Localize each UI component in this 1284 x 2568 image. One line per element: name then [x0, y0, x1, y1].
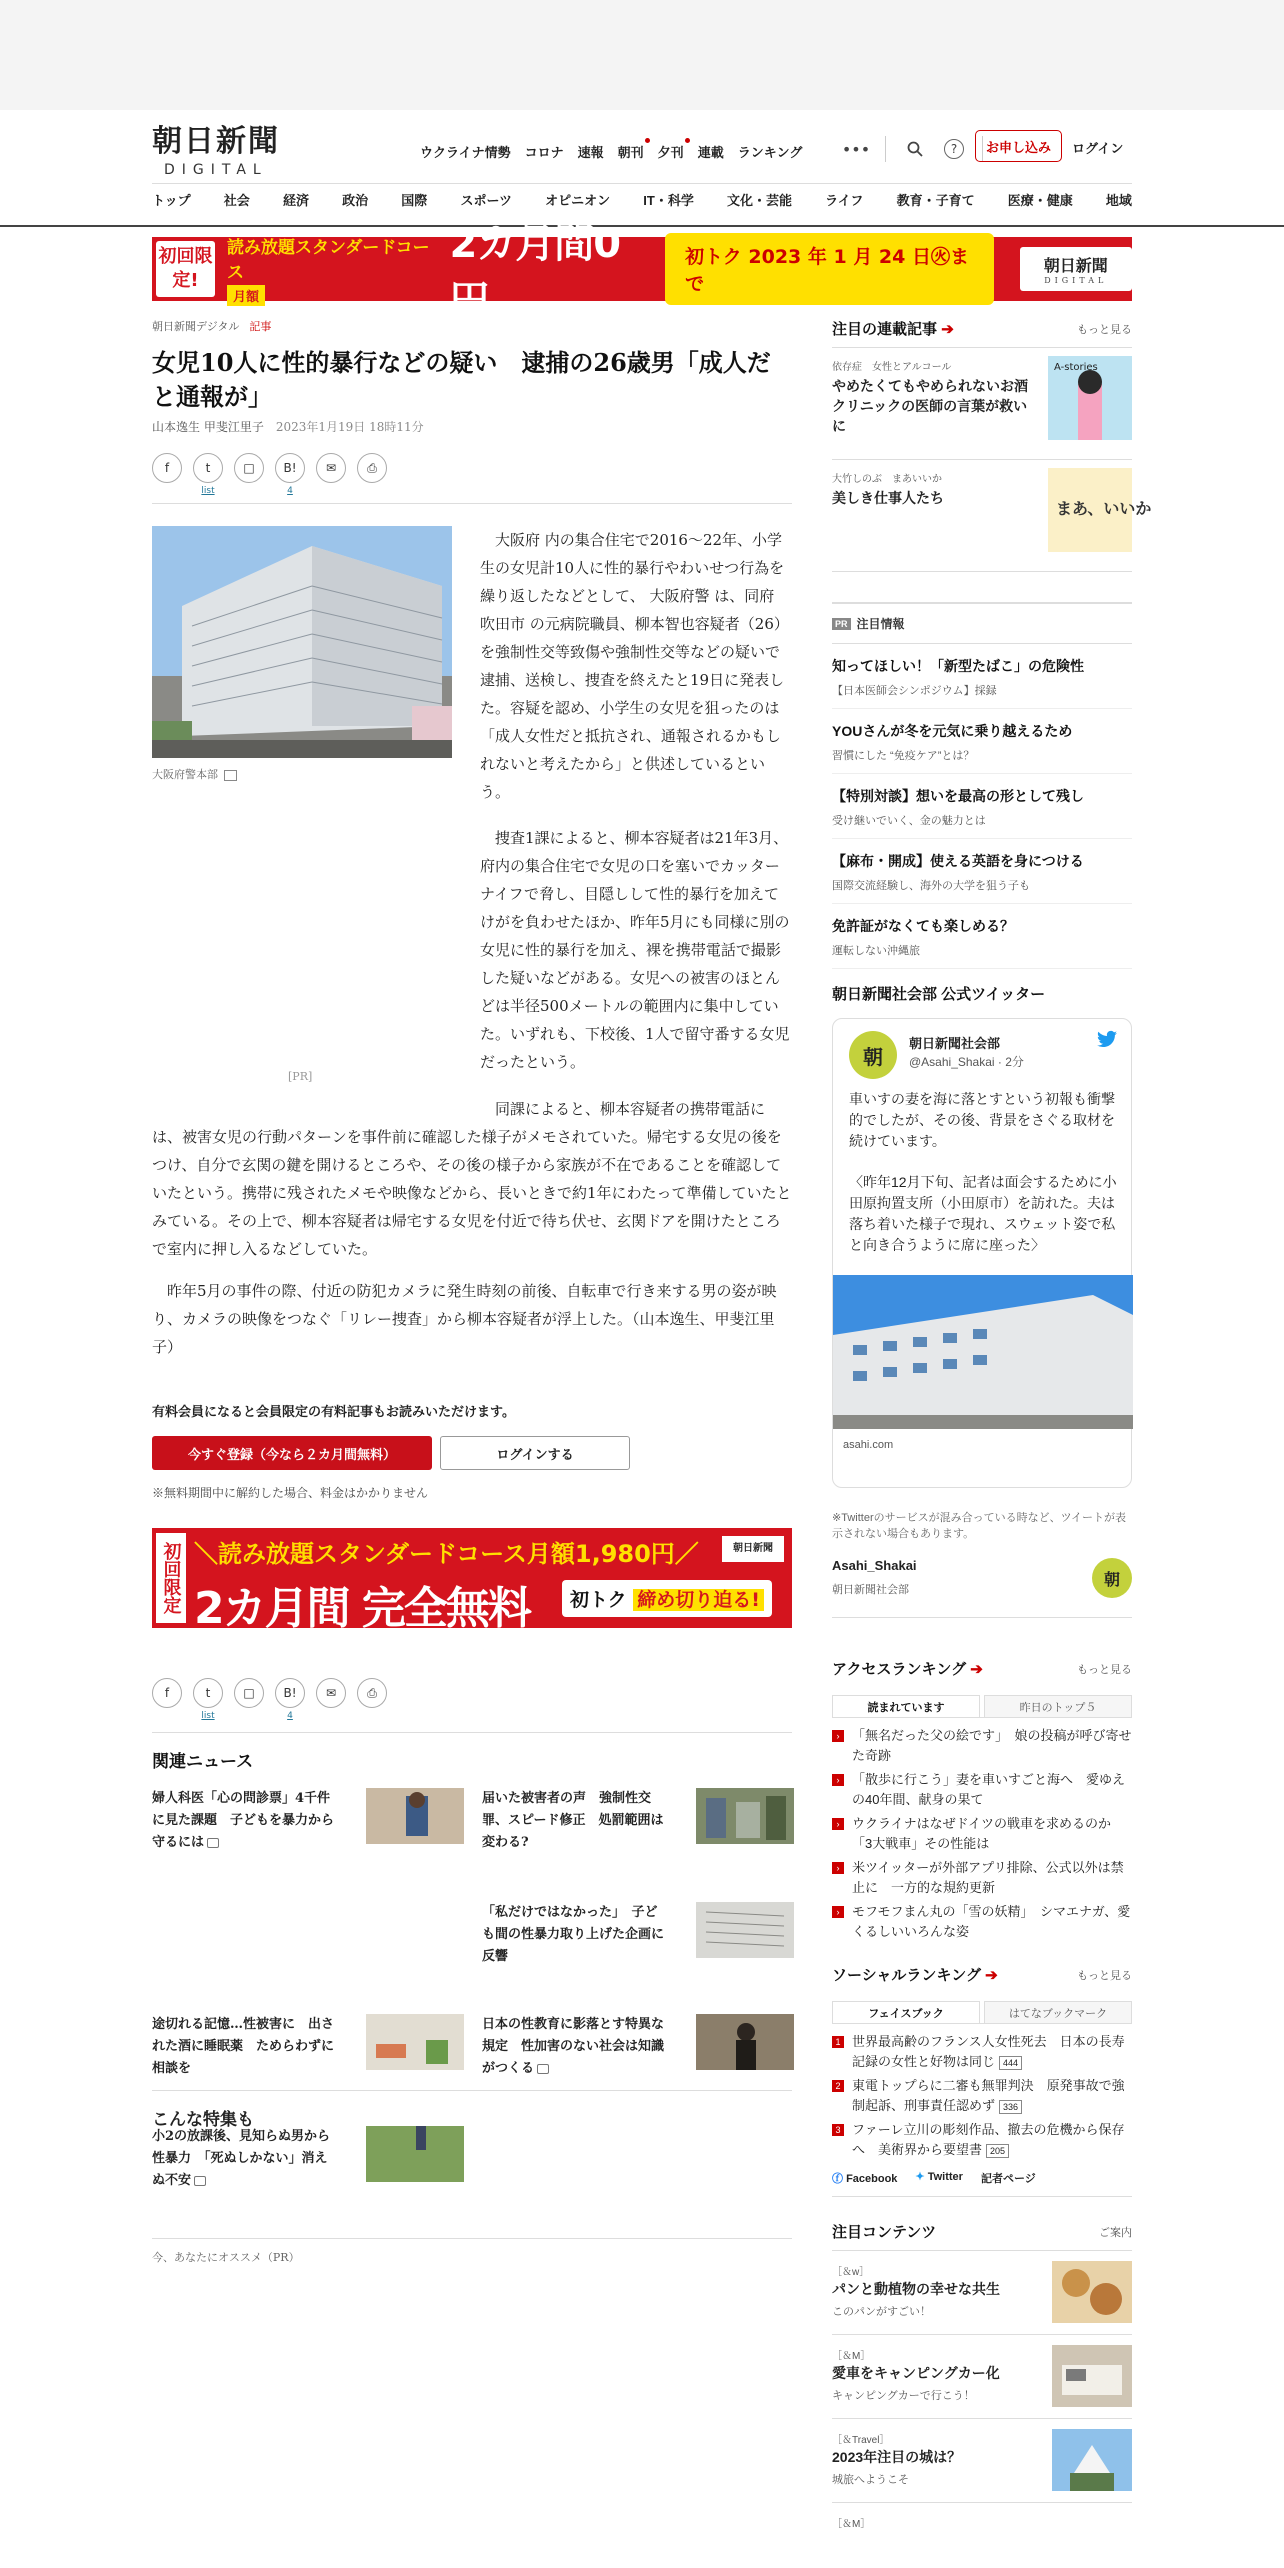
banner-price: 1,980円 [288, 994, 380, 1019]
bookmark-icon[interactable]: □ [234, 1678, 264, 1708]
cat-life[interactable]: ライフ [825, 193, 864, 208]
register-button[interactable]: 今すぐ登録（今なら２カ月間無料） [152, 1436, 432, 1470]
related-item[interactable]: 届いた被害者の声 強制性交罪、スピード修正 処罰範囲は変わる? [482, 1788, 796, 1878]
breadcrumb-article[interactable]: 記事 [249, 321, 272, 333]
banner2-brand: 朝日新聞 [722, 1536, 784, 1562]
paywall-note: ※無料期間中に解約した場合、料金はかかりません [152, 1486, 429, 1500]
avatar: 朝 [1092, 1558, 1132, 1598]
hatena-count: 4 [287, 486, 293, 496]
related-item[interactable]: 日本の性教育に影落とす特異な規定 性加害のない社会は知識がつくる [482, 2014, 796, 2104]
related-thumb [696, 1788, 794, 1844]
serial-title: 美しき仕事人たち [832, 490, 944, 506]
breadcrumb [152, 318, 792, 334]
banner-deadline: 初トク 2023 年 1 月 24 日㊋まで [665, 233, 993, 305]
top-nav [420, 142, 802, 161]
recommend-pr-label: 今、あなたにオススメ（PR） [152, 2238, 792, 2265]
tab-most-read[interactable]: 読まれています [832, 1695, 980, 1717]
tweet-handle: @Asahi_Shakai · 2分 [909, 1055, 1024, 1069]
pr-label: [PR] [288, 1070, 313, 1083]
logo[interactable] [152, 124, 282, 178]
cat-economy[interactable]: 経済 [282, 193, 309, 208]
header-icons [841, 136, 983, 162]
print-icon[interactable]: ⎙ [357, 1678, 387, 1708]
gallery-icon[interactable] [224, 770, 237, 781]
ellipsis-icon[interactable]: ••• [841, 139, 871, 159]
serial-thumb [1048, 468, 1152, 552]
divider [152, 503, 792, 504]
breadcrumb-home[interactable]: 朝日新聞デジタル [152, 321, 240, 333]
tweet-text-1: 車いすの妻を海に落とすという初報も衝撃的でしたが、その後、背景をさぐる取材を続けています。 [849, 1091, 1115, 1149]
pr-item[interactable]: 【麻布・開成】使える英語を身につける 国際交流経験し、海外の大学を狙う子も [832, 839, 1132, 904]
content-item[interactable]: ［＆w］ パンと動植物の幸せな共生 このパンがすごい！ [832, 2251, 1132, 2335]
svg-text:まあ、いいか: まあ、いいか [1056, 499, 1152, 518]
related-thumb [366, 2126, 464, 2182]
topnav-evening[interactable]: 夕刊 [658, 142, 684, 161]
banner2-tag [562, 1580, 772, 1617]
twitter-icon[interactable]: t list [193, 1678, 223, 1708]
logo-sub: DIGITAL [164, 162, 268, 178]
hatena-icon[interactable]: B! 4 [275, 1678, 305, 1708]
contents-header [832, 2221, 1132, 2251]
logo-main: 朝日新聞 [152, 124, 280, 159]
hatena-count: 4 [287, 1711, 293, 1721]
banner-brand [1020, 247, 1132, 291]
byline [152, 418, 792, 435]
authors: 山本逸生 甲斐江里子 [152, 420, 264, 434]
subscription-banner-mid[interactable] [152, 1528, 792, 1634]
tweet-text-2: 〈昨年12月下旬、記者は面会するために小田原拘置支所（小田原市）を訪れた。夫は落ち着いた様子で現れ、スウェット姿で私と向き合うように席に座った〉 [849, 1174, 1117, 1253]
paragraph-4: 昨年5月の事件の際、付近の防犯カメラに発生時刻の前後、自転車で行き来する男の姿が映り、カメラの映像をつなぐ「リレー捜査」から柳本容疑者が浮上した。（山本逸生、甲斐江里子） [152, 1282, 777, 1356]
banner2-course: ＼読み放題スタンダードコース月額1,980円／ [194, 1540, 699, 1568]
mail-icon[interactable]: ✉ [316, 453, 346, 483]
cat-education[interactable]: 教育・子育て [896, 193, 975, 208]
tweet-author[interactable]: 朝日新聞社会部 [909, 1036, 1001, 1051]
pr-item[interactable]: 【特別対談】想いを最高の形として残し 受け継いでいく、金の魅力とは [832, 774, 1132, 839]
cat-international[interactable]: 国際 [401, 193, 428, 208]
topnav-serial[interactable]: 連載 [697, 145, 724, 160]
twitter-heading: 朝日新聞社会部 公式ツイッター [832, 986, 1046, 1003]
cat-top[interactable]: トップ [152, 193, 191, 208]
paragraph-3: 同課によると、柳本容疑者の携帯電話には、被害女児の行動パターンを事件前に確認した様子がメモされていた。帰宅する女児の後をつけ、自分で玄関の鍵を開けるところや、その後の様子から家族が不在であることを確認していたという。携帯に残されたメモや映像などから、長いときで約1年にわたって準備していたとみている。その上で、柳本容疑者は帰宅する女児を付近で待ち伏せ、玄関ドアを開けたところで室内に押し入るなどしていた。 [152, 1100, 792, 1258]
tweet-embed[interactable] [832, 1018, 1132, 1488]
access-ranking-heading[interactable]: アクセスランキング [832, 1661, 967, 1678]
twitter-link[interactable]: ✦ Twitter [915, 2171, 963, 2183]
facebook-icon[interactable]: f [152, 1678, 182, 1708]
access-more-link[interactable]: もっと見る [1077, 1663, 1132, 1676]
twitter-bird-icon: ✦ [915, 2171, 925, 2183]
content-item[interactable]: ［＆M］ [832, 2519, 871, 2530]
content-thumb [1052, 2345, 1132, 2407]
pr-item[interactable]: YOUさんが冬を元気に乗り越えるため 習慣にした “免疫ケア”とは？ [832, 709, 1132, 774]
twitter-account[interactable] [832, 1558, 1132, 1618]
pr-header [832, 602, 1132, 644]
login-link[interactable]: ログイン [1072, 141, 1124, 156]
serial-thumb [1048, 356, 1132, 440]
banner2-tag-deadline: 締め切り迫る! [633, 1589, 764, 1611]
serial-kicker: 依存症 女性とアルコール [832, 362, 952, 373]
topnav-ranking[interactable]: ランキング [737, 145, 803, 160]
contents-heading: 注目コンテンツ [832, 2224, 937, 2241]
cat-region[interactable]: 地域 [1105, 193, 1132, 208]
photo-caption [152, 766, 237, 782]
ranking-item[interactable]: 3 ファーレ立川の彫刻作品、撤去の危機から保存へ 美術界から要望書 205 [832, 2120, 1132, 2160]
arrow-right-icon: ➔ [985, 1967, 998, 1984]
contents-guide-link[interactable]: ご案内 [1099, 2226, 1132, 2239]
access-ranking [832, 1658, 1132, 1942]
ranking-item[interactable]: › モフモフまん丸の「雪の妖精」 シマエナガ、愛くるしいいろんな姿 [832, 1902, 1132, 1942]
caption-text: 大阪府警本部 [152, 768, 218, 781]
related-thumb [366, 2014, 464, 2070]
content-item[interactable]: ［＆Travel］ 2023年注目の城は？ 城旅へようこそ [832, 2419, 1132, 2503]
serial-header [832, 318, 1132, 348]
banner2-offer: 2カ月間 完全無料 [194, 1583, 530, 1634]
hatena-icon[interactable]: B! 4 [275, 453, 305, 483]
share-count: 205 [986, 2144, 1009, 2158]
cat-sports[interactable]: スポーツ [460, 193, 512, 208]
divider [885, 136, 886, 162]
paywall-text: 有料会員になると会員限定の有料記事もお読みいただけます。 [152, 1404, 515, 1419]
banner2-tag-label: 初トク [570, 1589, 627, 1611]
ranking-item[interactable]: › 「散歩に行こう」妻を車いすごと海へ 愛ゆえの40年間、献身の果て [832, 1770, 1132, 1810]
article-main [152, 318, 792, 2264]
search-icon[interactable] [904, 138, 926, 160]
pr-item[interactable]: 免許証がなくても楽しめる？ 運転しない沖縄旅 [832, 904, 1132, 969]
social-ranking [832, 1964, 1132, 2197]
tweet-image[interactable] [833, 1275, 1133, 1429]
tab-yesterday-top5[interactable]: 昨日のトップ５ [984, 1695, 1132, 1717]
svg-text:A-stories: A-stories [1054, 362, 1098, 373]
ranking-item[interactable]: 2 東電トップらに二審も無罪判決 原発事故で強制起訴、刑事責任認めず 336 [832, 2076, 1132, 2116]
social-more-link[interactable]: もっと見る [1077, 1969, 1132, 1982]
article-title: 女児10人に性的暴行などの疑い 逮捕の26歳男「成人だと通報が」 [152, 348, 771, 411]
reporter-page-link[interactable]: 記者ページ [980, 2173, 1036, 2185]
access-ranking-header [832, 1658, 1132, 1687]
serial-item[interactable] [832, 460, 1152, 572]
nav-divider [152, 183, 1132, 184]
article-photo[interactable] [152, 526, 452, 758]
print-icon[interactable]: ⎙ [357, 453, 387, 483]
twitter-list-link[interactable]: list [201, 1711, 215, 1721]
twitter-account-name: Asahi_Shakai [832, 1558, 917, 1573]
paywall-login-button[interactable]: ログインする [440, 1436, 630, 1470]
sidebar [832, 318, 1152, 2543]
featured-contents [832, 2221, 1132, 2543]
ranking-item[interactable]: 1 世界最高齢のフランス人女性死去 日本の長寿記録の女性と好物は同じ 444 [832, 2032, 1132, 2072]
tweet-link[interactable]: asahi.com [843, 1439, 894, 1451]
related-item[interactable]: 小2の放課後、見知らぬ男から性暴力 「死ぬしかない」消えぬ不安 [152, 2126, 466, 2216]
related-item[interactable]: 「私だけではなかった」 子ども間の性暴力取り上げた企画に反響 [482, 1902, 796, 1992]
top-gap [0, 0, 1284, 110]
topnav-ukraine[interactable]: ウクライナ情勢 [420, 145, 511, 160]
paragraph-1: 大阪府 内の集合住宅で2016～22年、小学生の女児計10人に性的暴行やわいせつ行為を繰り返したなどとして、 大阪府警 は、同府 吹田市 の元病院職員、柳本智也容疑者（26）を強制性交等致傷や強制性交等などの疑いで逮捕、送検し、捜査を終えたと19日に発表した。容疑を認め、小学生の女児を狙ったのは「成人女性だと抵抗され、通報されるかもしれないと考えたから」と供述しているという。 [480, 531, 789, 801]
cat-culture[interactable]: 文化・芸能 [727, 193, 793, 208]
facebook-link[interactable]: ⓕ Facebook [832, 2173, 898, 2185]
topnav-corona[interactable]: コロナ [524, 145, 564, 160]
twitter-note: ※Twitterのサービスが混み合っている時など、ツイートが表示されない場合もあります。 [832, 1512, 1127, 1540]
pr-heading: 注目情報 [856, 617, 905, 631]
cat-politics[interactable]: 政治 [342, 193, 369, 208]
cat-society[interactable]: 社会 [223, 193, 250, 208]
social-ranking-header [832, 1964, 1132, 1993]
banner-brand-name: 朝日新聞 [1043, 256, 1108, 275]
twitter-bird-icon [1097, 1031, 1117, 1052]
social-ranking-heading[interactable]: ソーシャルランキング [832, 1967, 981, 1984]
article-body-bottom [152, 1095, 792, 1375]
banner-course-name: 読み放題スタンダードコース [227, 237, 430, 283]
content-item[interactable]: ［＆M］ 愛車をキャンピングカー化 キャンピングカーで行こう！ [832, 2335, 1132, 2419]
topnav-morning[interactable]: 朝刊 [618, 142, 644, 161]
serial-title: やめたくてもやめられないお酒 クリニックの医師の言葉が救いに [832, 378, 1042, 434]
serial-more-link[interactable]: もっと見る [1077, 323, 1132, 336]
content-thumb [1052, 2261, 1132, 2323]
serial-item[interactable] [832, 348, 1132, 460]
cat-health[interactable]: 医療・健康 [1007, 193, 1073, 208]
related-thumb [696, 2014, 794, 2070]
comment-icon [537, 2064, 549, 2074]
comment-icon [194, 2176, 206, 2186]
paywall [152, 1401, 792, 1501]
article-body-top [480, 526, 792, 1094]
twitter-icon[interactable]: t list [193, 453, 223, 483]
twitter-list-link[interactable]: list [201, 486, 215, 496]
banner-badge: 初回限定! [156, 241, 215, 297]
facebook-icon: ⓕ [832, 2173, 843, 2185]
tab-hatena[interactable]: はてなブックマーク [984, 2001, 1132, 2023]
related-thumb [366, 1788, 464, 1844]
banner-offer: 2カ月間0円 [449, 221, 621, 324]
mail-icon[interactable]: ✉ [316, 1678, 346, 1708]
share-bar [152, 453, 792, 496]
tweet-text [849, 1089, 1119, 1256]
tab-facebook[interactable]: フェイスブック [832, 2001, 980, 2023]
ranking-item[interactable]: › ウクライナはなぜドイツの戦車を求めるのか 「3大戦車」その性能は [832, 1814, 1132, 1854]
help-icon[interactable]: ? [944, 139, 964, 159]
category-nav [152, 190, 1132, 209]
share-bar-bottom [152, 1678, 387, 1721]
avatar[interactable]: 朝 [849, 1031, 897, 1079]
comment-icon [207, 1838, 219, 1848]
feature-heading: こんな特集も [152, 2090, 792, 2130]
arrow-right-icon: ➔ [970, 1661, 983, 1678]
related-item[interactable]: 婦人科医「心の問診票」4千件に見た課題 子どもを暴力から守るには [152, 1788, 466, 1878]
pr-item[interactable]: 知ってほしい！「新型たばこ」の危険性 【日本医師会シンポジウム】採録 [832, 644, 1132, 709]
related-thumb [696, 1902, 794, 1958]
ranking-item[interactable]: › 「無名だった父の絵です」 娘の投稿が呼び寄せた奇跡 [832, 1726, 1132, 1766]
share-count: 336 [999, 2100, 1022, 2114]
banner-brand-sub: DIGITAL [1044, 276, 1108, 285]
banner2-badge: 初回限定 [156, 1533, 186, 1623]
cat-opinion[interactable]: オピニオン [545, 193, 611, 208]
bookmark-icon[interactable]: □ [234, 453, 264, 483]
facebook-icon[interactable]: f [152, 453, 182, 483]
content-thumb [1052, 2429, 1132, 2491]
cat-it-science[interactable]: IT・科学 [643, 193, 694, 208]
serial-kicker: 大竹しのぶ まあいいか [832, 474, 942, 485]
twitter-account-sub: 朝日新聞社会部 [832, 1584, 909, 1596]
topnav-breaking[interactable]: 速報 [577, 145, 604, 160]
serial-heading[interactable]: 注目の連載記事 [832, 321, 938, 338]
share-count: 444 [999, 2056, 1022, 2070]
banner-monthly: 月額 [227, 285, 265, 306]
ranking-item[interactable]: › 米ツイッターが外部アプリ排除、公式以外は禁止に 一方的な規約更新 [832, 1858, 1132, 1898]
apply-button[interactable]: お申し込み [975, 130, 1062, 162]
paragraph-2: 捜査1課によると、柳本容疑者は21年3月、府内の集合住宅で女児の口を塞いでカッターナイフで脅し、目隠しして性的暴行を加えてけがを負わせたほか、昨年5月にも同様に別の女児に性的暴行を加え、裸を携帯電話で撮影した疑いなどがある。女児への被害のほとんどは半径500メートルの範囲内に集中していた。いずれも、下校後、1人で留守番する女児だったという。 [480, 829, 790, 1071]
pr-tag: PR [832, 618, 851, 630]
site-header [0, 110, 1284, 227]
related-item[interactable]: 途切れる記憶…性被害に 出された酒に睡眠薬 ためらわずに相談を [152, 2014, 466, 2104]
publish-date: 2023年1月19日 18時11分 [275, 420, 424, 434]
related-heading: 関連ニュース [152, 1732, 792, 1784]
arrow-right-icon: ➔ [941, 321, 954, 338]
